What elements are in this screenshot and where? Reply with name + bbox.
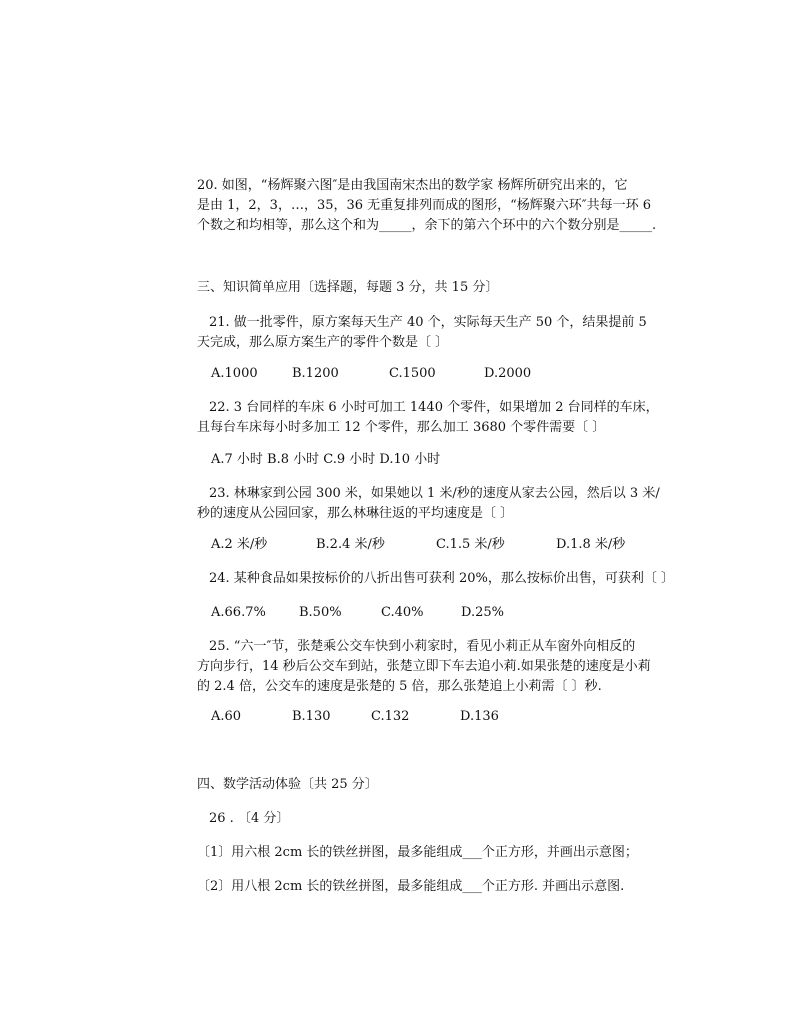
question-24-option-c: C.40% xyxy=(381,605,424,620)
question-23-option-d: D.1.8 米/秒 xyxy=(556,537,626,552)
question-22-line-2: 且每台车床每小时多加工 12 个零件，那么加工 3680 个零件需要〔 〕 xyxy=(197,420,606,435)
question-25 xyxy=(197,637,677,697)
question-24-line-1: 24. 某种食品如果按标价的八折出售可获利 20%，那么按标价出售，可获利〔 〕 xyxy=(209,571,674,586)
question-26-title-text: 26 . 〔4 分〕 xyxy=(209,811,290,826)
question-21-option-b: B.1200 xyxy=(292,366,339,381)
section-3-heading xyxy=(197,278,677,298)
question-21-line-2: 天完成，那么原方案生产的零件个数是〔 〕 xyxy=(197,335,449,350)
question-25-option-c: C.132 xyxy=(371,709,410,724)
question-20-line-3: 个数之和均相等，那么这个和为_____，余下的第六个环中的六个数分别是_____. xyxy=(197,218,657,233)
question-25-option-a: A.60 xyxy=(211,709,242,724)
question-21-option-a: A.1000 xyxy=(211,366,258,381)
question-22-line-1: 22. 3 台同样的车床 6 小时可加工 1440 个零件，如果增加 2 台同样的车床， xyxy=(209,400,659,415)
question-20-line-1: 20. 如图，“杨辉聚六图″是由我国南宋杰出的数学家 杨辉所研究出来的，它 xyxy=(197,178,628,193)
question-20-line-2: 是由 1，2，3，…，35，36 无重复排列而成的图形，“杨辉聚六环″共每一环 6 xyxy=(197,198,652,213)
question-22-options-text: A.7 小时 B.8 小时 C.9 小时 D.10 小时 xyxy=(211,452,441,467)
question-25-option-b: B.130 xyxy=(292,709,331,724)
question-23-line-1: 23. 林琳家到公园 300 米，如果她以 1 米/秒的速度从家去公园，然后以 3 米/ xyxy=(209,486,660,501)
section-4-heading xyxy=(197,775,677,795)
question-24-option-a: A.66.7% xyxy=(211,605,266,620)
question-25-option-d: D.136 xyxy=(460,709,499,724)
section-4-heading-text: 四、数学活动体验〔共 25 分〕 xyxy=(197,777,378,792)
question-21-line-1: 21. 做一批零件，原方案每天生产 40 个，实际每天生产 50 个，结果提前 5 xyxy=(209,315,647,330)
question-20 xyxy=(197,176,677,236)
question-22 xyxy=(197,398,677,438)
question-21-option-d: D.2000 xyxy=(484,366,532,381)
question-26-part-2-text: 〔2〕用八根 2cm 长的铁丝拼图，最多能组成___个正方形. 并画出示意图. xyxy=(197,879,625,894)
question-23-option-c: C.1.5 米/秒 xyxy=(436,537,505,552)
question-25-line-1: 25. “六一″节，张楚乘公交车快到小莉家时，看见小莉正从车窗外向相反的 xyxy=(209,639,636,654)
question-24 xyxy=(197,569,677,589)
question-23-option-b: B.2.4 米/秒 xyxy=(316,537,385,552)
question-21 xyxy=(197,313,677,353)
question-23 xyxy=(197,484,677,524)
section-3-heading-text: 三、知识简单应用〔选择题，每题 3 分，共 15 分〕 xyxy=(197,280,499,295)
question-25-line-2: 方向步行，14 秒后公交车到站，张楚立即下车去追小莉.如果张楚的速度是小莉 xyxy=(197,659,651,674)
question-24-option-d: D.25% xyxy=(461,605,504,620)
question-26-part-1 xyxy=(197,843,677,863)
question-23-option-a: A.2 米/秒 xyxy=(211,537,268,552)
question-23-line-2: 秒的速度从公园回家，那么林琳往返的平均速度是〔 〕 xyxy=(197,506,514,521)
question-25-line-3: 的 2.4 倍，公交车的速度是张楚的 5 倍，那么张楚追上小莉需〔 〕秒. xyxy=(197,679,602,694)
question-26-part-1-text: 〔1〕用六根 2cm 长的铁丝拼图，最多能组成___个正方形，并画出示意图； xyxy=(197,845,638,860)
question-26-part-2 xyxy=(197,877,677,897)
question-21-option-c: C.1500 xyxy=(389,366,436,381)
question-24-option-b: B.50% xyxy=(299,605,342,620)
question-26-title xyxy=(197,809,677,829)
